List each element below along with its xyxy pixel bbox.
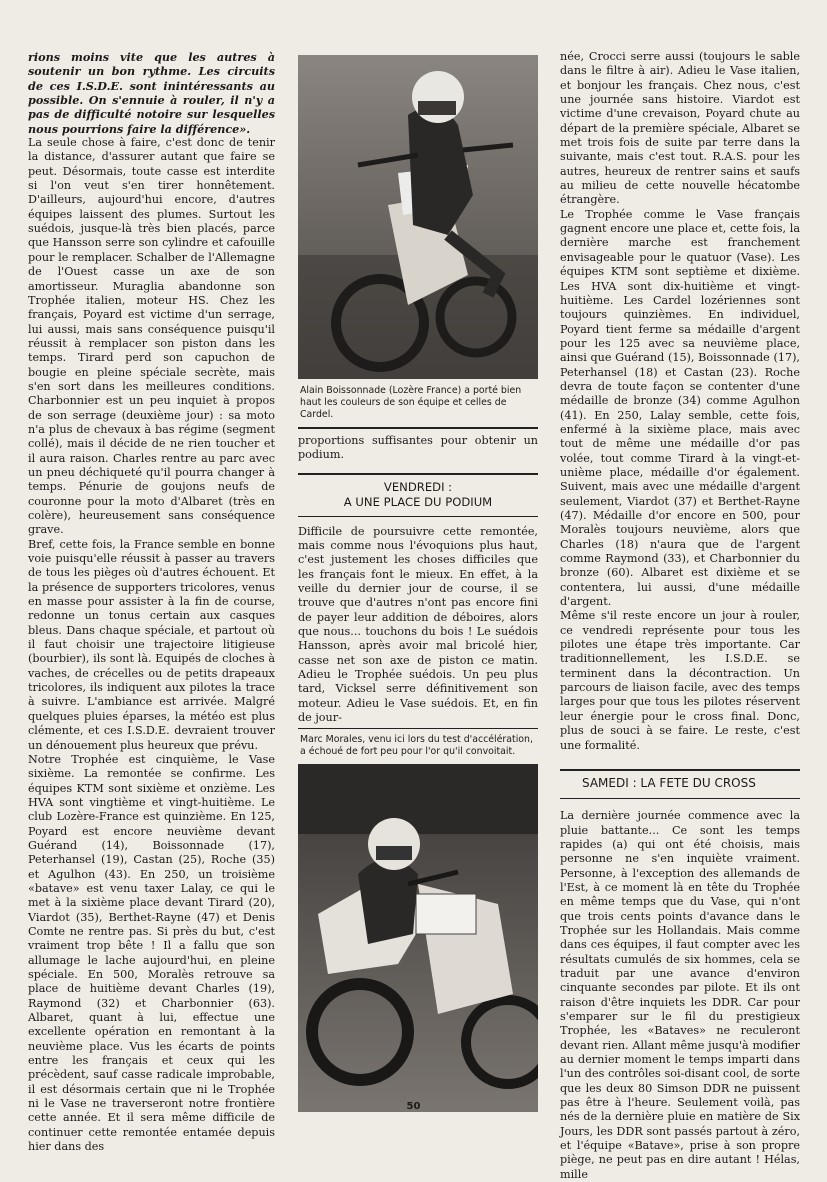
heading-line: VENDREDI : [383, 479, 453, 494]
photo-caption: Alain Boissonnade (Lozère France) a porté bien haut les couleurs de son équipe et celles de Cardel. [300, 385, 522, 420]
divider [298, 473, 538, 475]
page-number: 50 [406, 1101, 421, 1112]
divider [298, 427, 538, 429]
divider [298, 728, 538, 729]
paragraph: La seule chose à faire, c'est donc de tenir la distance, d'assurer autant que faire se peut. Désormais, toute casse est interdite si l'on veut s'en tirer honnêtement. D'ailleurs, aujourd'hui encore, d'autres équipes laissent des plumes. Surtout les suédois, jusque-là très bien placés, parce que Hansson serre son cylindre et cafouille pour le remplacer. Schalber de l'Allemagne de l'Ouest casse un axe de son amortisseur. Muraglia abandonne son Trophée italien, moteur HS. Chez les français, Poyard est victime d'un serrage, lui aussi, mais sans conséquence puisqu'il réussit à remplacer son piston dans les temps. Tirard perd son capuchon de bougie en pleine spéciale secrète, mais s'en sort dans les meilleures conditions. Charbonnier est un peu inquiet à propos de son serrage (deuxième jour) : sa moto n'a plus de chevaux à bas régime (segment collé), mais il décide de ne rien toucher et il aura raison. Charles rentre au parc avec un pneu déchiqueté qu'il pourra changer à temps. Pénurie de goujons neufs de couronne pour la moto d'Albaret (très en colère), heureusement sans conséquence grave. [28, 136, 275, 537]
heading-line: A UNE PLACE DU PODIUM [343, 494, 493, 509]
paragraph: Notre Trophée est cinquième, le Vase sixième. La remontée se confirme. Les équipes KTM sont sixième et onzième. Les HVA sont vingtième et vingt-huitième. Le club Lozère-France est quinzième. En 125, Poyard est encore neuvième devant Guérand (14), Boissonnade (17), Peterhansel (19), Castan (25), Roche (35) et Agulhon (43). En 250, un troisième «batave» est venu taxer Lalay, ce qui le met à la sixième place devant Tirard (20), Viardot (35), Berthet-Rayne (47) et Denis Comte ne rentre pas. Si près du but, c'est vraiment trop bête ! Il a fallu que son allumage le lache aujourd'hui, en pleine spéciale. En 500, Moralès retrouve sa place de huitième devant Charles (19), Raymond (32) et Charbonnier (63). Albaret, quant à lui, effectue une excellente opération en remontant à la neuvième place. Vus les écarts de points entre les français et ceux qui les précèdent, sauf casse radicale improbable, il est désormais certain que ni le Trophée ni le Vase ne traverseront notre frontière cette année. Et il sera même difficile de continuer cette remontée entamée depuis hier dans des [28, 752, 275, 1154]
article-column-2 [298, 55, 538, 1112]
motocross-photo-graphic [298, 55, 538, 379]
section-heading-vendredi [298, 480, 538, 510]
article-column-1 [28, 50, 275, 1154]
article-column-3 [560, 50, 800, 1182]
paragraph: Bref, cette fois, la France semble en bonne voie puisqu'elle réussit à passer au travers de tous les pièges où d'autres échouent. Et la présence de supporters tricolores, venus en masse pour assister à la fin de course, redonne un tonus certain aux casques bleus. Dans chaque spéciale, et partout où il faut choisir une trajectoire litigieuse (bourbier), ils sont là. Equipés de cloches à vaches, de crécelles ou de petits drapeaux tricolores, ils indiquent aux pilotes la trace à suivre. L'ambiance est arrivée. Malgré quelques pluies éparses, la météo est plus clémente, et ces I.S.D.E. devraient trouver un dénouement plus heureux que prévu. [28, 537, 275, 752]
paragraph: proportions suffisantes pour obtenir un podium. [298, 434, 538, 462]
paragraph: La dernière journée commence avec la pluie battante... Ce sont les temps rapides (a) qui ont été choisis, mais personne ne s'en inquiète vraiment. Personne, à l'exception des allemands de l'Est, à ce moment là en tête du Trophée en même temps que du Vase, qui n'ont que trois cents points d'avance dans le Trophée sur les Hollandais. Mais comme dans ces équipes, il faut compter avec les résultats cumulés de six hommes, cela se traduit par une avance d'environ cinquante secondes par pilote. Et ils ont raison d'être inquiets les DDR. Car pour s'emparer sur le fil du prestigieux Trophée, les «Bataves» ne reculeront devant rien. Allant même jusqu'à modifier au dernier moment le temps imparti dans l'un des contrôles soi-disant cool, de sorte que les deux 80 Simson DDR ne puissent pas être à l'heure. Seulement voilà, pas nés de la dernière pluie en matière de Six Jours, les DDR sont passés partout à zéro, et l'équipe «Batave», prise à son propre piège, ne peut pas en dire autant ! Hélas, mille [560, 809, 800, 1181]
photo-caption: Marc Morales, venu ici lors du test d'accélération, a échoué de fort peu pour l'or qu'il convoitait. [300, 733, 533, 757]
paragraph: Difficile de poursuivre cette remontée, mais comme nous l'évoquions plus haut, c'est justement les choses difficiles que les français font le mieux. En effet, à la veille du dernier jour de course, il se trouve que d'autres n'ont pas encore fini de payer leur addition de déboires, alors que nous... touchons du bois ! Le suédois Hansson, après avoir mal bricolé hier, casse net son axe de piston ce matin. Adieu le Trophée suédois. Un peu plus tard, Vicksel serre définitivement son moteur. Adieu le Vase suédois. Et, en fin de jour- [298, 524, 538, 725]
intro-quote: rions moins vite que les autres à soutenir un bon rythme. Les circuits de ces I.S.D.E. sont inintéressants au possible. On s'ennuie à rouler, il n'y a pas de difficulté notoire sur lesquelles nous pourrions faire la différence». [28, 50, 275, 136]
rider-photo-boissonnade [298, 55, 538, 379]
paragraph: Le Trophée comme le Vase français gagnent encore une place et, cette fois, la dernière marche est franchement envisageable pour le quatuor (Vase). Les équipes KTM sont septième et dixième. Les HVA sont dix-huitième et vingt-huitième. Les Cardel lozériennes sont toujours quinzièmes. En individuel, Poyard tient ferme sa médaille d'argent pour les 125 avec sa neuvième place, ainsi que Guérand (15), Boissonnade (17), Peterhansel (18) et Castan (23). Roche devra de toute façon se contenter d'une médaille de bronze (34) comme Agulhon (41). En 250, Lalay semble, cette fois, enfermé à la sixième place, mais avec tout de même une médaille d'or pas volée, tout comme Tirard à la vingt-et-unième place, médaille d'or également. Suivent, mais avec une médaille d'argent seulement, Viardot (37) et Berthet-Rayne (47). Médaille d'or encore en 500, pour Moralès toujours neuvième, alors que Charles (18) n'aura que de l'argent comme Raymond (33), et Charbonnier du bronze (60). Albaret est dixième et se contentera, lui aussi, d'une médaille d'argent. [560, 207, 800, 609]
divider [560, 769, 800, 771]
motocross-photo-graphic [298, 764, 538, 1112]
rider-photo-morales [298, 764, 538, 1112]
divider [560, 798, 800, 799]
divider [298, 516, 538, 517]
paragraph: née, Crocci serre aussi (toujours le sable dans le filtre à air). Adieu le Vase italien, et bonjour les français. Chez nous, c'est une journée sans histoire. Viardot est victime d'une crevaison, Poyard chute au départ de la première spéciale, Albaret se met trois fois de suite par terre dans la suivante, mais c'est tout. R.A.S. pour les autres, heureux de rentrer sains et saufs au milieu de cette nouvelle hécatombe étrangère. [560, 50, 800, 207]
section-heading-samedi: SAMEDI : LA FETE DU CROSS [582, 775, 756, 790]
paragraph: Même s'il reste encore un jour à rouler, ce vendredi représente pour tous les pilotes une étape très importante. Car traditionnellement, les I.S.D.E. se terminent dans la décontraction. Un parcours de liaison facile, avec des temps larges pour que tous les pilotes réservent leur énergie pour le cross final. Donc, plus de souci à se faire. Le reste, c'est une formalité. [560, 609, 800, 752]
